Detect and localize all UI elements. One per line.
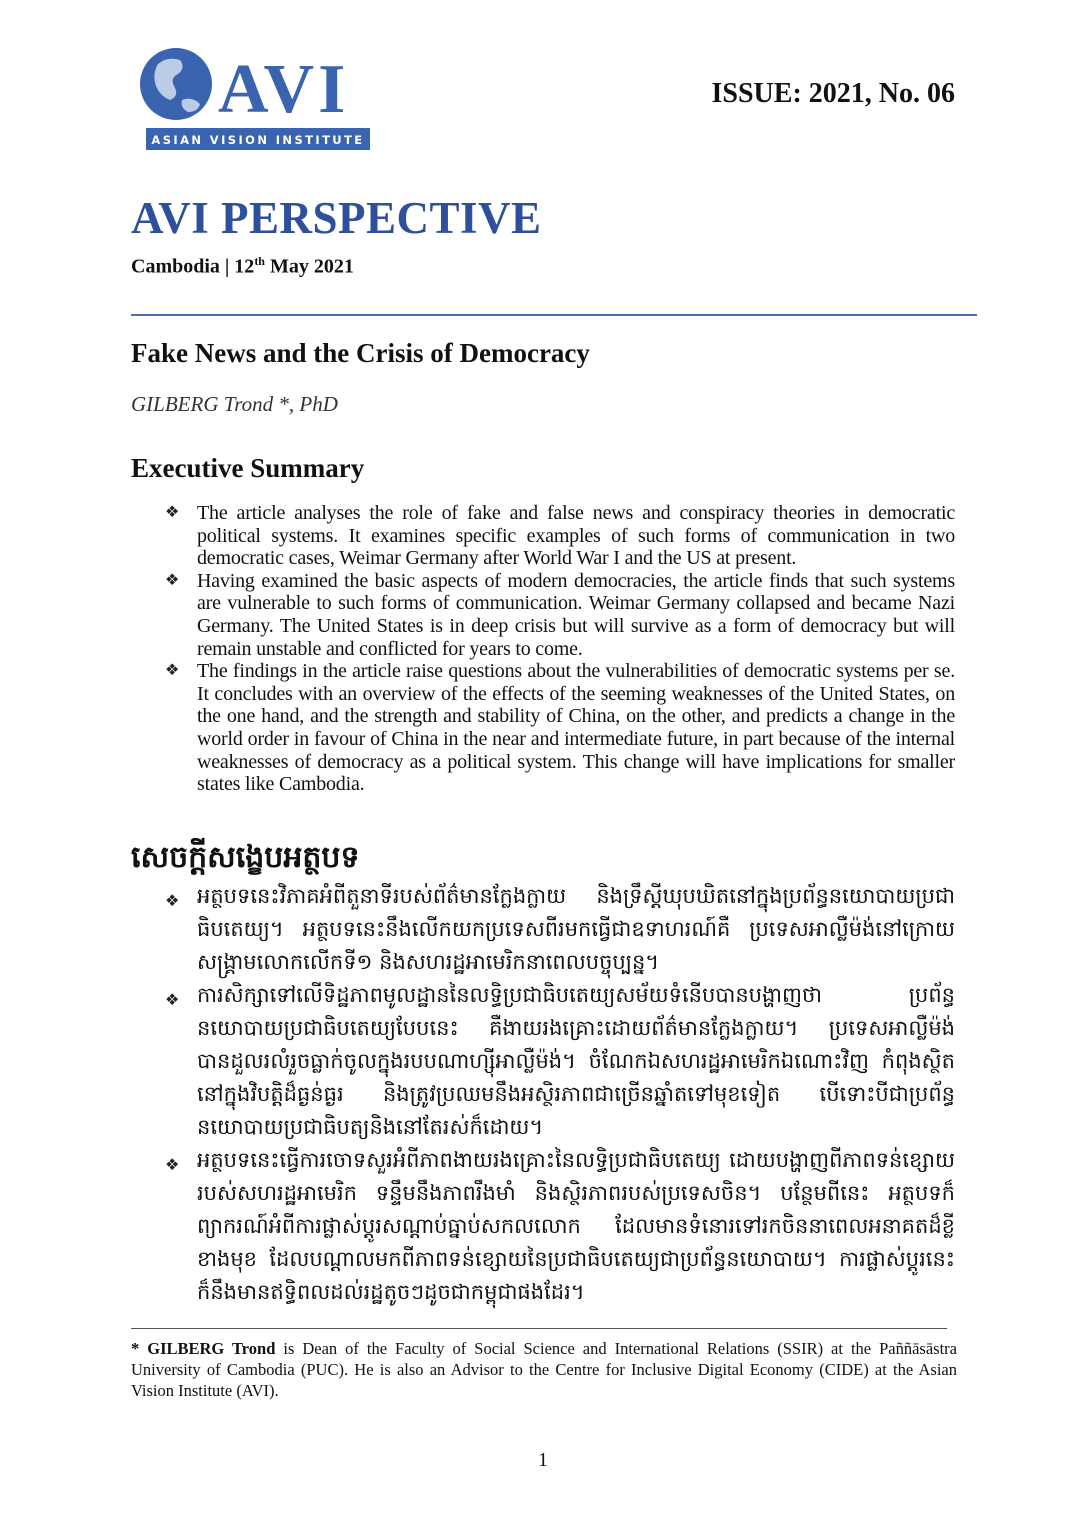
list-item xyxy=(165,1144,955,1309)
bullet-icon: ❖ xyxy=(165,571,180,589)
bullet-text: អត្ថបទនេះវិភាគអំពីតួនាទីរបស់ព័ត៌មានក្លែងក្លាយ និងទ្រឹស្តីឃុបឃិតនៅក្នុងប្រព័ន្ធនយោបាយប្រជាធិបតេយ្យ។ អត្ថបទនេះនឹងលើកយកប្រទេសពីរមកធ្វើជាឧទាហរណ៍គឺ ប្រទេសអាល្លឺម៉ង់នៅក្រោយសង្គ្រាមលោកលើកទី១ និងសហរដ្ឋអាមេរិកនាពេលបច្ចុប្បន្ន។ xyxy=(197,884,955,974)
khmer-summary-list xyxy=(165,880,955,1309)
executive-summary-heading: Executive Summary xyxy=(131,453,365,483)
bullet-text: The findings in the article raise questions about the vulnerabilities of democratic systems per se. It concludes with an overview of the effects of the seeming weaknesses of the United States, on the one hand, and the strength and stability of China, on the other, and predicts a change in the world order in favour of China in the near and intermediate future, in part because of the internal weaknesses of democracy as a political system. This change will have implications for smaller states like Cambodia. xyxy=(197,660,955,796)
executive-summary-list xyxy=(165,502,955,796)
dateline-date: May 2021 xyxy=(264,255,354,278)
bullet-icon: ❖ xyxy=(165,504,180,521)
footnote-text: is Dean of the Faculty of Social Science and International Relations (SSIR) at the Paññāsāstra University of Cambodia (PUC). He is also an Advisor to the Centre for Inclusive Digital Economy (CIDE) at the Asian Vision Institute (AVI). xyxy=(131,1339,958,1400)
header-divider xyxy=(131,314,977,316)
list-item xyxy=(165,570,955,660)
bullet-icon: ❖ xyxy=(165,662,180,680)
avi-logo xyxy=(138,44,378,156)
article-title: Fake News and the Crisis of Democracy xyxy=(131,338,590,368)
list-item xyxy=(165,979,955,1144)
bullet-text: Having examined the basic aspects of modern democracies, the article finds that such systems are vulnerable to such forms of communication. Weimar Germany collapsed and became Nazi Germany. The United States is in deep crisis but will survive as a form of democracy but will remain unstable and conflicted for years to come. xyxy=(197,569,955,660)
footnote-name: * GILBERG Trond xyxy=(131,1339,276,1358)
list-item xyxy=(165,502,955,570)
bullet-icon: ❖ xyxy=(165,891,180,910)
bullet-icon: ❖ xyxy=(165,990,180,1009)
khmer-summary-heading: សេចក្តីសង្ខេបអត្ថបទ xyxy=(131,841,360,874)
svg-text:AVI: AVI xyxy=(218,51,350,128)
publication-title: AVI PERSPECTIVE xyxy=(131,193,542,243)
dateline xyxy=(131,254,354,279)
bullet-text: អត្ថបទនេះធ្វើការចោទសួរអំពីភាពងាយរងគ្រោះនៃលទ្ធិប្រជាធិបតេយ្យ ដោយបង្ហាញពីភាពទន់ខ្សោយរបស់សហរដ្ឋអាមេរិក ទន្ទឹមនឹងភាពរឹងមាំ និងស្ថិរភាពរបស់ប្រទេសចិន។ បន្ថែមពីនេះ អត្ថបទក៏ព្យាករណ៍អំពីការផ្លាស់ប្តូរសណ្តាប់ធ្នាប់សកលលោក ដែលមានទំនោរទៅរកចិននាពេលអនាគតដ៏ខ្លីខាងមុខ ដែលបណ្តាលមកពីភាពទន់ខ្សោយនៃប្រជាធិបតេយ្យជាប្រព័ន្ធនយោបាយ។ ការផ្លាស់ប្តូរនេះក៏នឹងមានឥទ្ធិពលដល់រដ្ឋតូចៗដូចជាកម្ពុជាផងដែរ។ xyxy=(197,1148,955,1304)
list-item xyxy=(165,660,955,796)
page-number: 1 xyxy=(538,1449,548,1471)
bullet-text: The article analyses the role of fake and false news and conspiracy theories in democratic political systems. It examines specific examples of such forms of communication in two democratic cases, Weimar Germany after World War I and the US at present. xyxy=(197,502,955,570)
dateline-sup: th xyxy=(254,254,265,268)
dateline-place: Cambodia | 12 xyxy=(131,255,255,278)
bullet-text: ការសិក្សាទៅលើទិដ្ឋភាពមូលដ្ឋាននៃលទ្ធិប្រជាធិបតេយ្យសម័យទំនើបបានបង្ហាញថា ប្រព័ន្ធនយោបាយប្រជាធិបតេយ្យបែបនេះ គឺងាយរងគ្រោះដោយព័ត៌មានក្លែងក្លាយ។ ប្រទេសអាល្លឺម៉ង់បានដួលរលំរួចធ្លាក់ចូលក្នុងរបបណាហ្ស៊ីអាល្លឺម៉ង់។ ចំណែកឯសហរដ្ឋអាមេរិកឯណោះវិញ កំពុងស្ថិតនៅក្នុងវិបត្តិដ៏ធ្ងន់ធ្ងរ និងត្រូវប្រឈមនឹងអស្ថិរភាពជាច្រើនឆ្នាំតទៅមុខទៀត បើទោះបីជាប្រព័ន្ធនយោបាយប្រជាធិបត្យនិងនៅតែរស់ក៏ដោយ។ xyxy=(197,983,955,1139)
footnote xyxy=(131,1338,957,1401)
issue-number: ISSUE: 2021, No. 06 xyxy=(711,78,955,109)
footnote-divider xyxy=(131,1328,947,1329)
author: GILBERG Trond *, PhD xyxy=(131,392,338,416)
list-item xyxy=(165,880,955,979)
svg-text:ASIAN VISION INSTITUTE: ASIAN VISION INSTITUTE xyxy=(151,133,365,147)
bullet-icon: ❖ xyxy=(165,1155,180,1174)
